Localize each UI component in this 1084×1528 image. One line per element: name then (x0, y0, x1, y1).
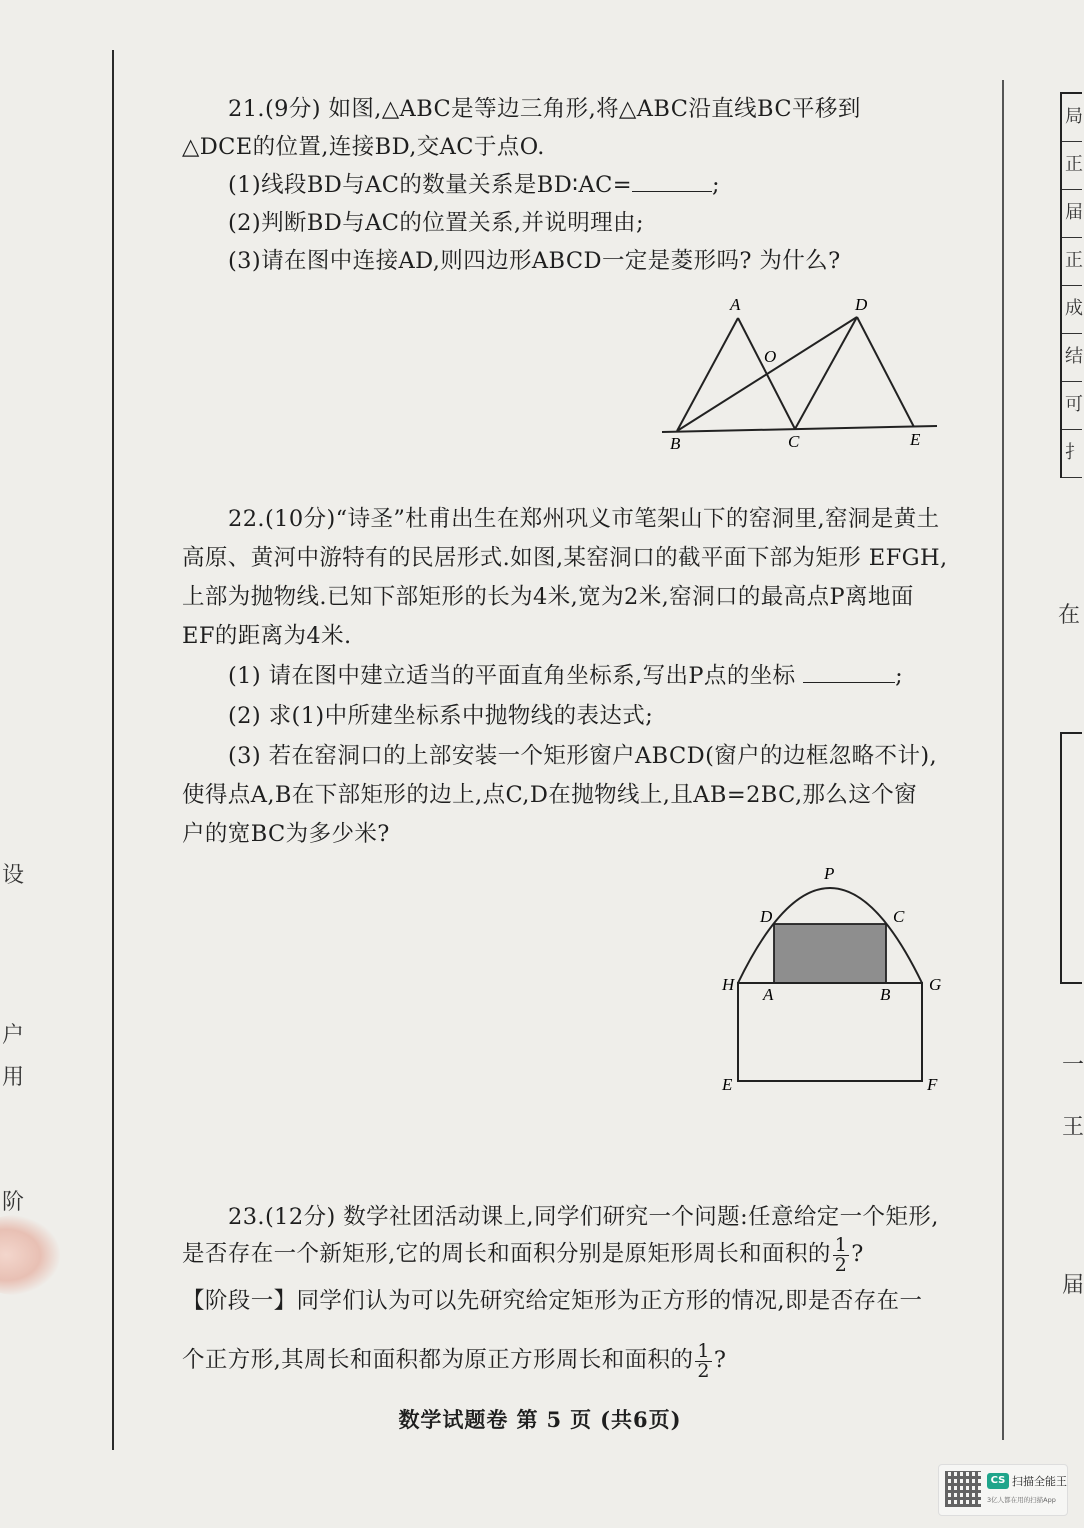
right-table-cell: 可 (1062, 382, 1082, 430)
q21-part1-end: ; (711, 172, 720, 198)
q21-part2: (2)判断BD与AC的位置关系,并说明理由; (228, 210, 644, 236)
footer-di: 第 (516, 1407, 539, 1432)
right-margin-line (1002, 80, 1004, 1440)
margin-left-char: 用 (2, 1065, 25, 1090)
label-c: C (788, 432, 800, 451)
q23-stage1-line2-text: 个正方形,其周长和面积都为原正方形周长和面积的 (182, 1347, 694, 1373)
q23-stage1-line2 (182, 1338, 726, 1382)
footer-title: 数学试题卷 (398, 1407, 509, 1432)
q22-part2: (2) 求(1)中所建坐标系中抛物线的表达式; (228, 703, 654, 729)
label-b: B (670, 434, 681, 453)
watermark-title: 扫描全能王 (1012, 1475, 1067, 1488)
segment-bd (677, 317, 857, 431)
fraction-numerator: 1 (834, 1233, 848, 1256)
q22-line1: 22.(10分)“诗圣”杜甫出生在郑州巩义市笔架山下的窑洞里,窑洞是黄土 (228, 506, 940, 532)
label-a: A (763, 985, 774, 1004)
margin-left-char: 阶 (2, 1190, 25, 1215)
answer-blank[interactable] (803, 658, 895, 683)
q21-line1: 21.(9分) 如图,△ABC是等边三角形,将△ABC沿直线BC平移到 (228, 96, 861, 122)
q23-stage1-line1: 【阶段一】同学们认为可以先研究给定矩形为正方形的情况,即是否存在一 (182, 1288, 923, 1314)
side-ab (677, 318, 738, 431)
margin-right-char: 届 (1062, 1273, 1084, 1298)
question-mark: ? (851, 1241, 864, 1267)
q22-line3: 上部为抛物线.已知下部矩形的长为4米,宽为2米,窑洞口的最高点P离地面 (182, 584, 914, 610)
label-d: D (760, 907, 773, 926)
footer-page-number: 5 (546, 1407, 563, 1432)
margin-left-char: 户 (2, 1023, 25, 1048)
right-table-cell: 扌 (1062, 430, 1082, 478)
right-table-cell: 正 (1062, 238, 1082, 286)
right-answer-table-2 (1060, 732, 1082, 984)
label-f: F (927, 1075, 938, 1094)
camscanner-logo: CS (987, 1473, 1009, 1489)
q21-line2: △DCE的位置,连接BD,交AC于点O. (182, 134, 545, 160)
label-e: E (910, 430, 921, 449)
q21-part3: (3)请在图中连接AD,则四边形ABCD一定是菱形吗? 为什么? (228, 248, 841, 274)
q21-figure (650, 290, 950, 460)
label-p: P (824, 864, 835, 883)
q21-part1 (228, 166, 720, 204)
window-abcd (774, 924, 886, 983)
q21-part1-text: (1)线段BD与AC的数量关系是BD∶AC= (228, 172, 632, 198)
q22-part1 (228, 657, 903, 695)
q22-part3c: 户的宽BC为多少米? (182, 821, 390, 847)
q23-line2-text: 是否存在一个新矩形,它的周长和面积分别是原矩形周长和面积的 (182, 1241, 831, 1267)
q22-part3b: 使得点A,B在下部矩形的边上,点C,D在抛物线上,且AB=2BC,那么这个窗 (182, 782, 918, 808)
thumb-shadow (0, 1215, 60, 1295)
q22-line4: EF的距离为4米. (182, 623, 352, 649)
margin-right-char: 一 (1062, 1053, 1084, 1078)
fraction-one-half (695, 1339, 712, 1382)
fraction-denominator: 2 (697, 1359, 710, 1382)
q22-figure (715, 860, 955, 1100)
answer-blank[interactable] (632, 167, 712, 192)
footer-ye: 页 (570, 1407, 593, 1432)
q22-part1-end: ; (895, 663, 904, 689)
margin-right-char: 在 (1058, 603, 1081, 628)
label-g: G (929, 975, 942, 994)
fraction-denominator: 2 (834, 1253, 848, 1276)
right-table-cell: 结 (1062, 334, 1082, 382)
label-o: O (764, 347, 777, 366)
q23-line2 (182, 1232, 864, 1276)
fraction-one-half (833, 1233, 850, 1276)
q23-line1: 23.(12分) 数学社团活动课上,同学们研究一个问题:任意给定一个矩形, (228, 1204, 939, 1230)
side-de (857, 317, 914, 427)
binding-margin-line (112, 50, 114, 1450)
footer-total-pages: (共6页) (600, 1407, 682, 1432)
margin-right-char: 王 (1062, 1115, 1084, 1140)
fraction-numerator: 1 (697, 1339, 710, 1362)
line-be (662, 426, 937, 432)
watermark-subtitle: 3亿人都在用的扫描App (987, 1496, 1056, 1504)
label-d: D (855, 295, 868, 314)
right-answer-table (1060, 92, 1082, 478)
side-dc (795, 317, 857, 429)
right-table-cell: 正 (1062, 142, 1082, 190)
label-h: H (722, 975, 735, 994)
right-table-cell: 成 (1062, 286, 1082, 334)
right-table-cell: 局 (1062, 94, 1082, 142)
label-b: B (880, 985, 891, 1004)
scanner-watermark (938, 1464, 1068, 1516)
right-table-cell: 届 (1062, 190, 1082, 238)
qr-code-icon (945, 1471, 981, 1507)
label-e: E (722, 1075, 733, 1094)
q22-part1-text: (1) 请在图中建立适当的平面直角坐标系,写出P点的坐标 (228, 663, 796, 689)
q22-line2: 高原、黄河中游特有的民居形式.如图,某窑洞口的截平面下部为矩形 EFGH, (182, 545, 948, 571)
q22-part3a: (3) 若在窑洞口的上部安装一个矩形窗户ABCD(窗户的边框忽略不计), (228, 743, 938, 769)
label-a: A (730, 295, 741, 314)
question-mark: ? (713, 1347, 727, 1373)
margin-left-char: 设 (2, 863, 25, 888)
page-footer (0, 1404, 1080, 1434)
label-c: C (893, 907, 905, 926)
